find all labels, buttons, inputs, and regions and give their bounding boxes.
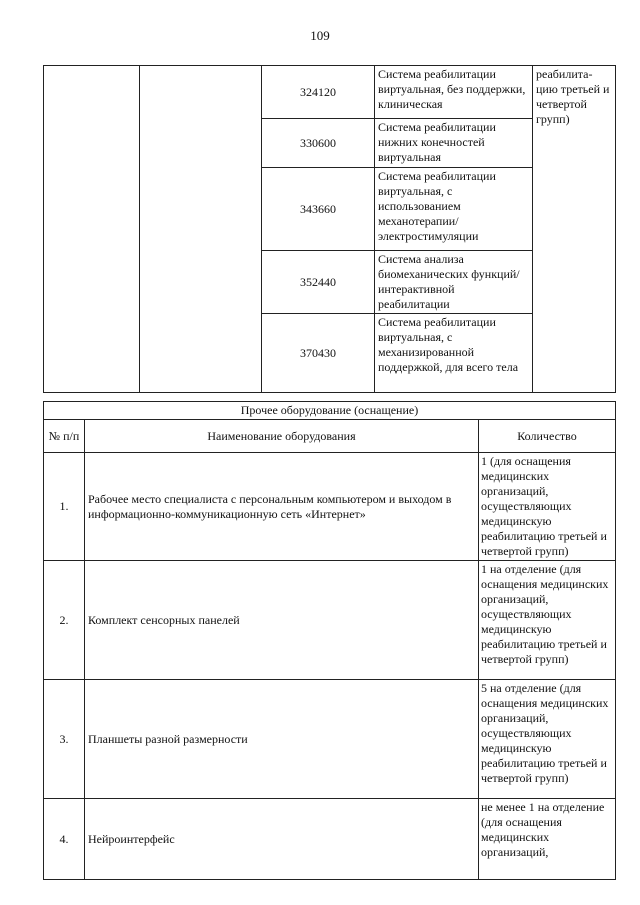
empty-cell [140,66,262,393]
header-number: № п/п [44,420,85,453]
equipment-name: Планшеты разной размерности [85,680,479,799]
header-quantity: Количество [479,420,616,453]
table-row [44,799,616,880]
row-number: 3. [44,680,85,799]
page-number: 109 [310,28,330,43]
other-equipment-table [43,401,616,880]
code-cell: 324120 [262,66,375,119]
empty-cell [44,66,140,393]
table-header-row [44,420,616,453]
row-number: 2. [44,561,85,680]
code-cell: 370430 [262,314,375,393]
table-row [44,453,616,561]
equipment-quantity: не менее 1 на отделение (для оснащения медицинских организаций, [479,799,616,880]
name-cell: Система реабилитации нижних конечностей виртуальная [375,119,533,168]
name-cell: Система анализа биомеханических функций/интерактивной реабилитации [375,251,533,314]
equipment-quantity: 1 (для оснащения медицинских организаций, осуществляющих медицинскую реабилитацию третьей и четвертой групп) [479,453,616,561]
table-title-row [44,402,616,420]
name-cell: Система реабилитации виртуальная, с использованием механотерапии/ электростимуляции [375,168,533,251]
table-title: Прочее оборудование (оснащение) [44,402,616,420]
name-cell: Система реабилитации виртуальная, с механизированной поддержкой, для всего тела [375,314,533,393]
table-row [44,66,616,119]
header-name: Наименование оборудования [85,420,479,453]
code-cell: 343660 [262,168,375,251]
row-number: 4. [44,799,85,880]
category-cell: реабилита-цию третьей и четвертой групп) [533,66,616,393]
row-number: 1. [44,453,85,561]
table-row [44,680,616,799]
equipment-name: Комплект сенсорных панелей [85,561,479,680]
equipment-quantity: 5 на отделение (для оснащения медицинских организаций, осуществляющих медицинскую реабилитацию третьей и четвертой групп) [479,680,616,799]
equipment-name: Рабочее место специалиста с персональным компьютером и выходом в информационно-коммуникационную сеть «Интернет» [85,453,479,561]
code-cell: 352440 [262,251,375,314]
equipment-codes-table [43,65,616,393]
code-cell: 330600 [262,119,375,168]
table-row [44,561,616,680]
name-cell: Система реабилитации виртуальная, без поддержки, клиническая [375,66,533,119]
equipment-quantity: 1 на отделение (для оснащения медицинских организаций, осуществляющих медицинскую реабилитацию третьей и четвертой групп) [479,561,616,680]
equipment-name: Нейроинтерфейс [85,799,479,880]
